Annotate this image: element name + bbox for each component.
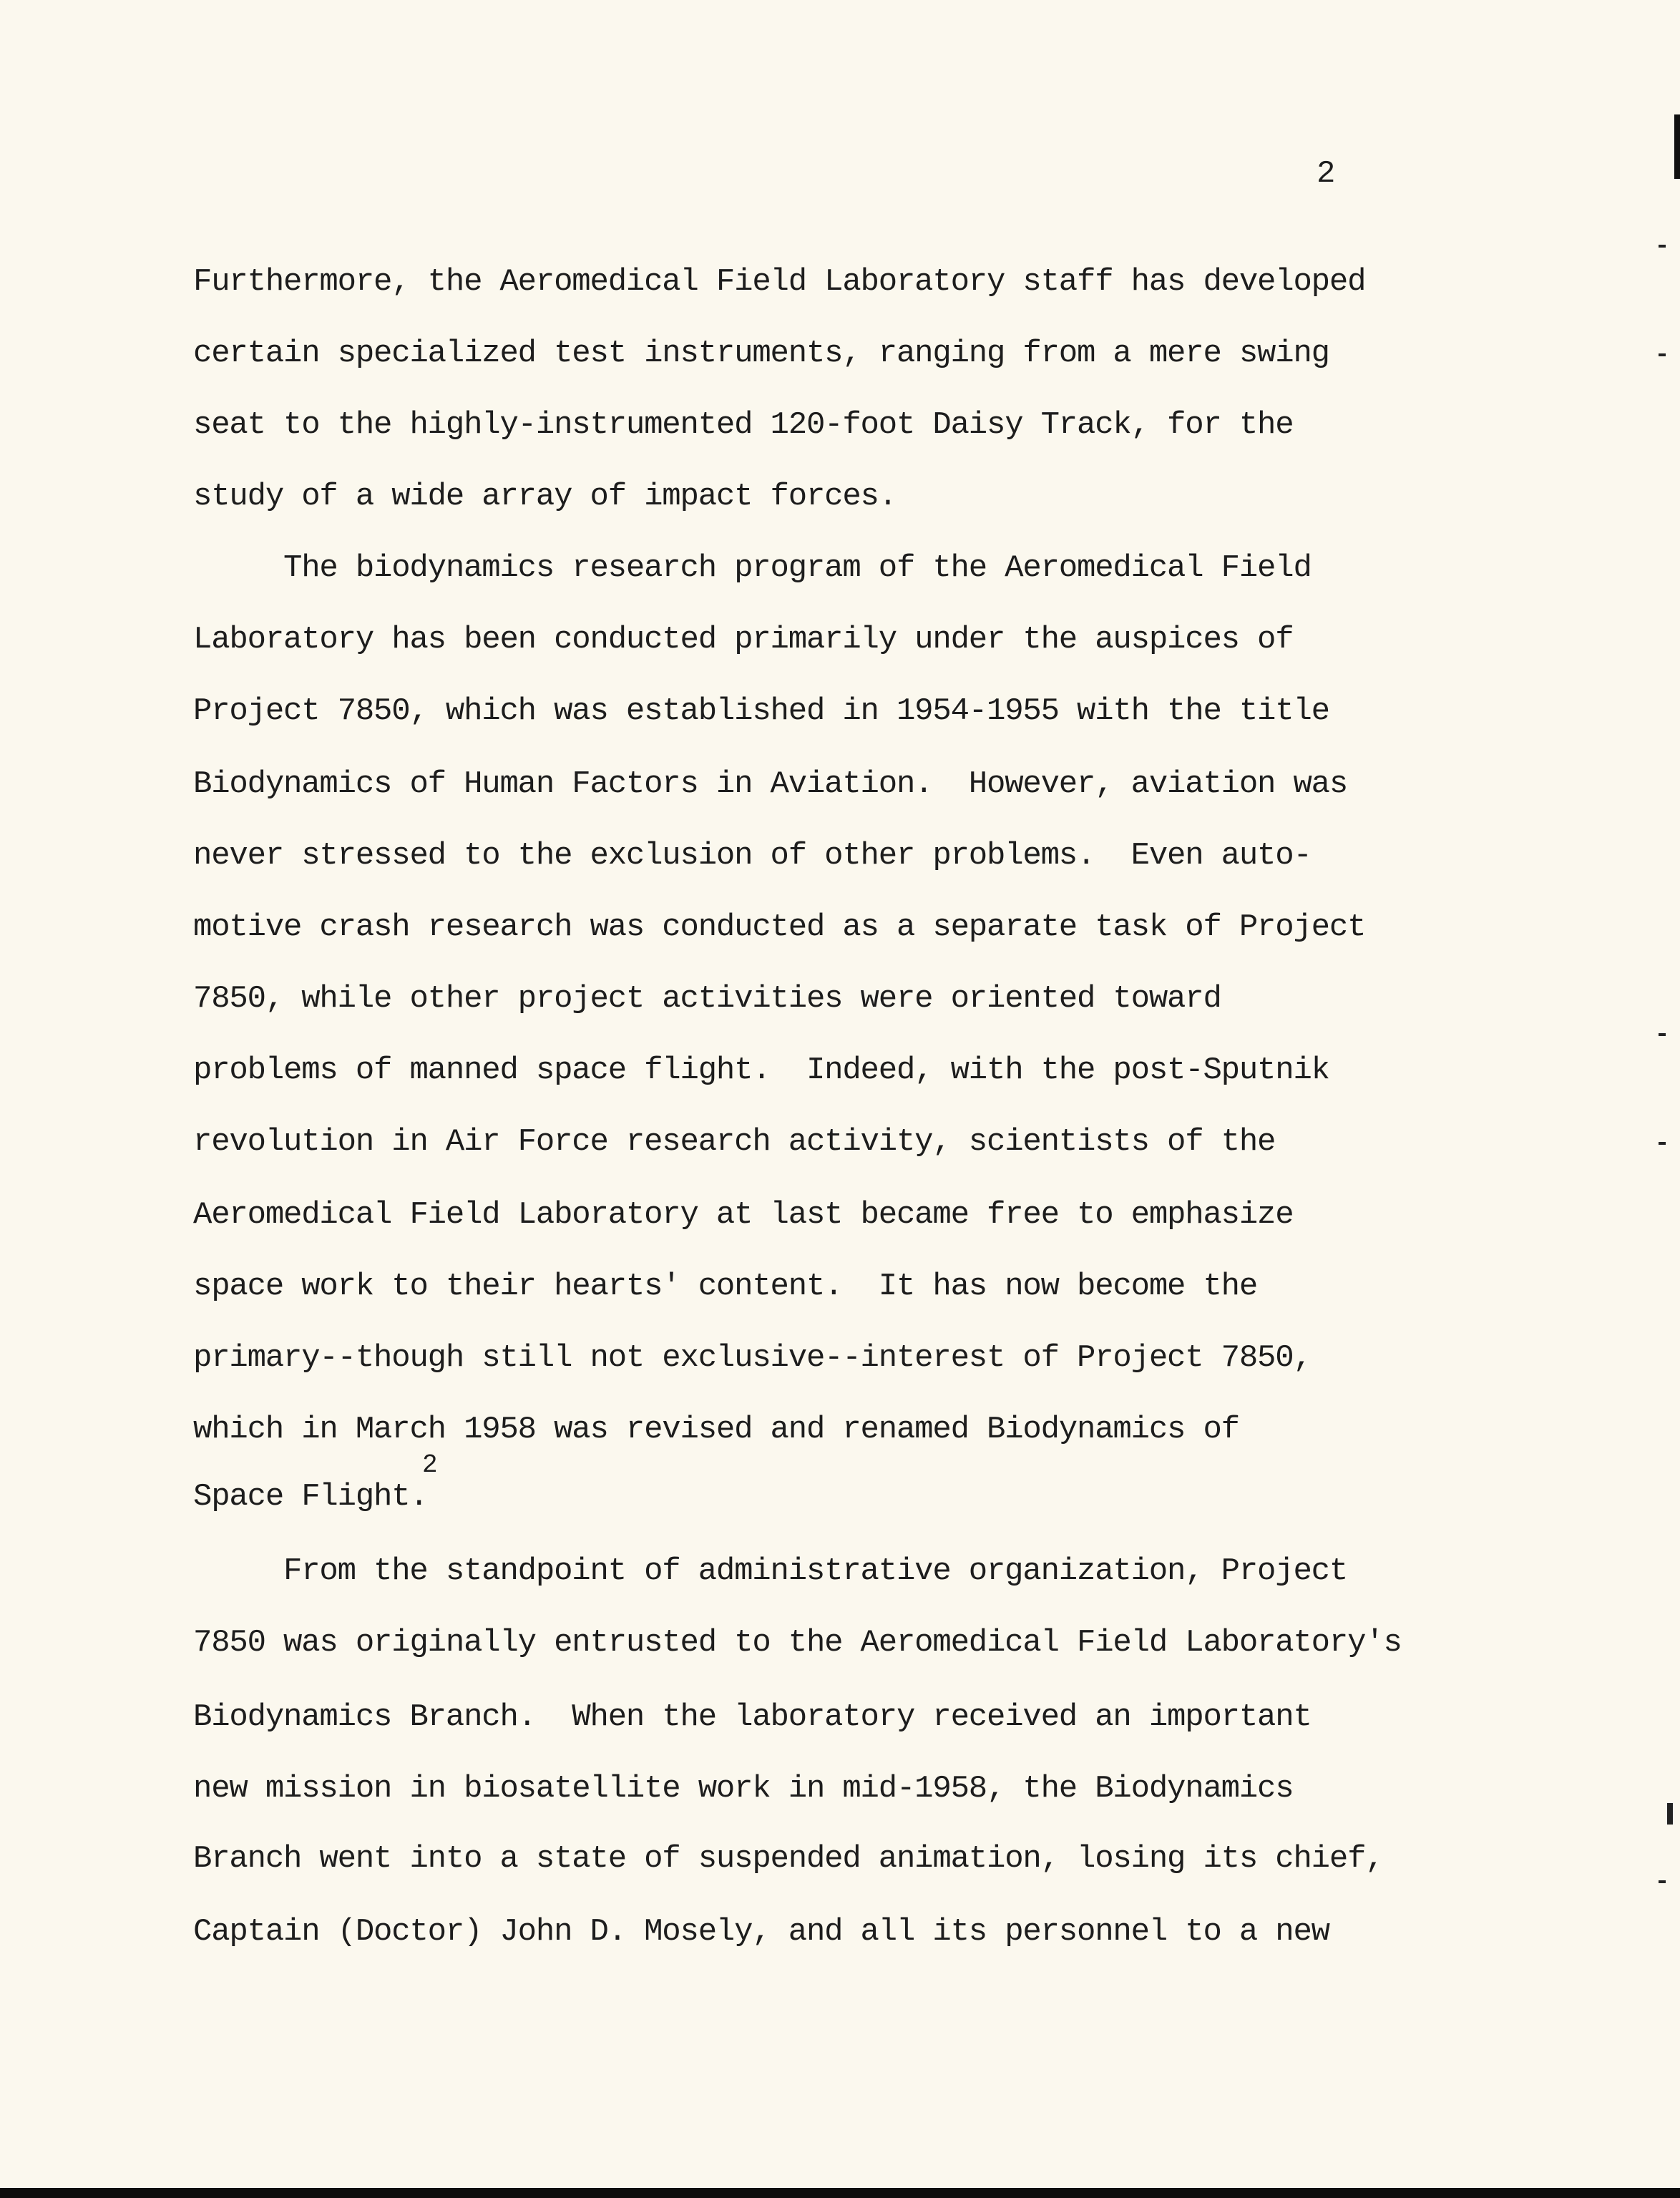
text-line: Aeromedical Field Laboratory at last became free to emphasize [193,1197,1294,1233]
text-line: 7850 was originally entrusted to the Aeromedical Field Laboratory's [193,1625,1402,1661]
page-number: 2 [1317,156,1336,192]
scan-edge-mark [1659,1880,1666,1883]
text-line: never stressed to the exclusion of other problems. Even auto- [193,838,1312,874]
text-line: 7850, while other project activities were oriented toward [193,981,1221,1017]
text-line: Biodynamics Branch. When the laboratory received an important [193,1699,1312,1735]
text-line: Branch went into a state of suspended animation, losing its chief, [193,1841,1384,1877]
text-line: certain specialized test instruments, ranging from a mere swing [193,336,1329,371]
scan-bottom-edge [0,2188,1680,2198]
scan-edge-mark [1674,114,1680,179]
scan-edge-mark [1659,1142,1666,1145]
text-line: study of a wide array of impact forces. [193,479,897,514]
text-line: seat to the highly-instrumented 120-foot Daisy Track, for the [193,407,1294,443]
text-line: Laboratory has been conducted primarily under the auspices of [193,622,1294,658]
text-line: Biodynamics of Human Factors in Aviation. However, aviation was [193,766,1348,802]
scan-edge-mark [1659,1033,1666,1036]
text-line: revolution in Air Force research activity, scientists of the [193,1124,1276,1160]
text-line: Space Flight. [193,1479,428,1515]
text-line: Project 7850, which was established in 1954-1955 with the title [193,693,1329,729]
text-line: problems of manned space flight. Indeed, with the post-Sputnik [193,1052,1329,1088]
text-line: which in March 1958 was revised and renamed Biodynamics of [193,1412,1239,1447]
text-line: From the standpoint of administrative organization, Project [283,1553,1348,1589]
scan-edge-mark [1659,353,1666,356]
footnote-reference: 2 [422,1450,438,1480]
scan-edge-mark [1659,245,1666,248]
text-line: primary--though still not exclusive--interest of Project 7850, [193,1340,1312,1376]
text-line: Captain (Doctor) John D. Mosely, and all its personnel to a new [193,1914,1329,1950]
text-line: space work to their hearts' content. It has now become the [193,1269,1258,1304]
text-line: motive crash research was conducted as a separate task of Project [193,909,1366,945]
text-line: The biodynamics research program of the Aeromedical Field [283,550,1312,586]
text-line: new mission in biosatellite work in mid-1958, the Biodynamics [193,1771,1294,1807]
text-line: Furthermore, the Aeromedical Field Laboratory staff has developed [193,264,1366,300]
scan-edge-mark [1667,1803,1673,1825]
